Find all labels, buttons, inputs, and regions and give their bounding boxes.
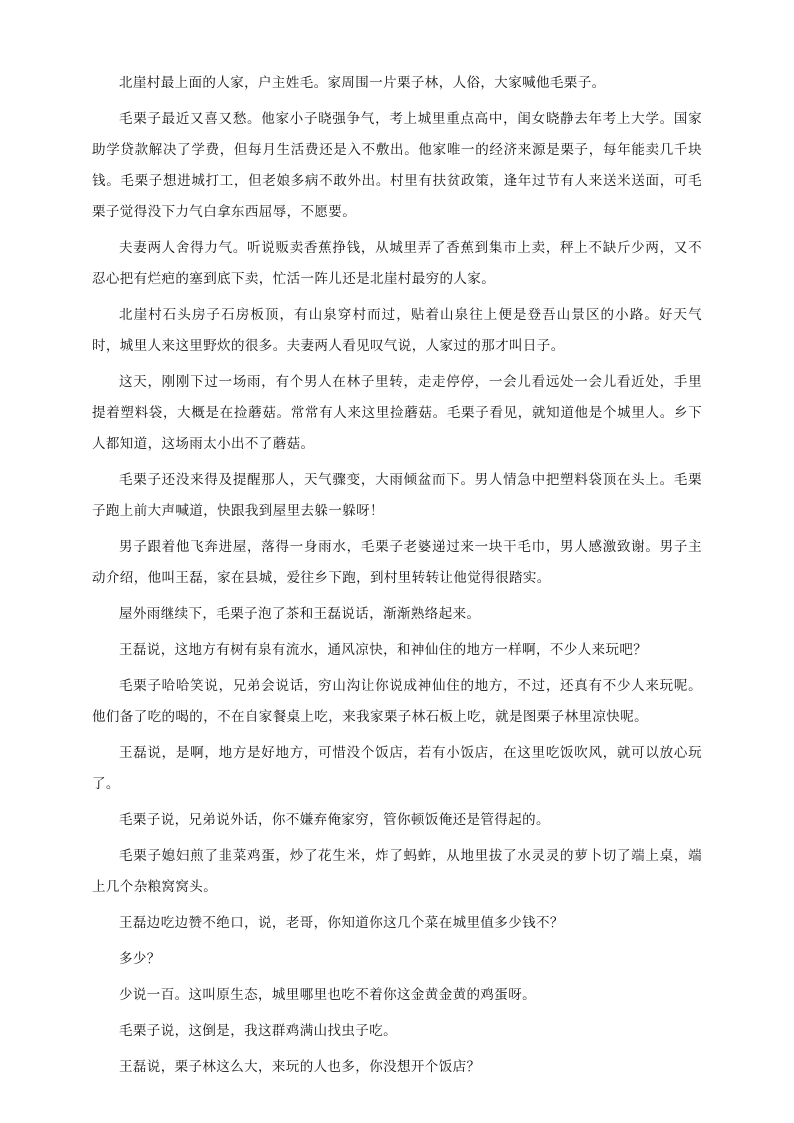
article-body [92, 68, 702, 1088]
paragraph: 毛栗子媳妇煎了韭菜鸡蛋，炒了花生米，炸了蚂蚱，从地里拔了水灵灵的萝卜切了端上桌，端上几个杂粮窝窝头。 [92, 848, 702, 895]
paragraph: 这天，刚刚下过一场雨，有个男人在林子里转，走走停停，一会儿看远处一会儿看近处，手里提着塑料袋，大概是在捡蘑菇。常常有人来这里捡蘑菇。毛栗子看见，就知道他是个城里人。乡下人都知道，这场雨太小出不了蘑菇。 [92, 374, 702, 452]
paragraph: 王磊说，栗子林这么大，来玩的人也多，你没想开个饭店？ [119, 1059, 481, 1075]
paragraph: 毛栗子最近又喜又愁。他家小子晓强争气，考上城里重点高中，闺女晓静去年考上大学。国家助学贷款解决了学费，但每月生活费还是入不敷出。他家唯一的经济来源是栗子，每年能卖几千块钱。毛栗子想进城打工，但老娘多病不敢外出。村里有扶贫政策，逢年过节有人来送米送面，可毛栗子觉得没下力气白拿东西屈辱，不愿要。 [92, 111, 702, 220]
paragraph: 多少？ [119, 951, 161, 967]
paragraph: 少说一百。这叫原生态，城里哪里也吃不着你这金黄金黄的鸡蛋呀。 [119, 987, 536, 1003]
paragraph: 毛栗子还没来得及提醒那人，天气骤变，大雨倾盆而下。男人情急中把塑料袋顶在头上。毛栗子跑上前大声喊道，快跟我到屋里去躲一躲呀！ [92, 472, 702, 519]
paragraph: 北崖村最上面的人家，户主姓毛。家周围一片栗子林，人俗，大家喊他毛栗子。 [119, 75, 606, 91]
paragraph: 毛栗子哈哈笑说，兄弟会说话，穷山沟让你说成神仙住的地方，不过，还真有不少人来玩呢。他们备了吃的喝的，不在自家餐桌上吃，来我家栗子林石板上吃，就是图栗子林里凉快呢。 [92, 678, 702, 725]
paragraph: 王磊说，这地方有树有泉有流水，通风凉快，和神仙住的地方一样啊，不少人来玩吧？ [119, 642, 648, 658]
paragraph: 毛栗子说，这倒是，我这群鸡满山找虫子吃。 [119, 1023, 397, 1039]
paragraph: 屋外雨继续下，毛栗子泡了茶和王磊说话，渐渐熟络起来。 [119, 606, 481, 622]
paragraph: 北崖村石头房子石房板顶，有山泉穿村而过，贴着山泉往上便是登吾山景区的小路。好天气时，城里人来这里野炊的很多。夫妻两人看见叹气说，人家过的那才叫日子。 [92, 307, 702, 354]
paragraph: 夫妻两人舍得力气。听说贩卖香蕉挣钱，从城里弄了香蕉到集市上卖，秤上不缺斤少两，又不忍心把有烂疤的塞到底下卖，忙活一阵儿还是北崖村最穷的人家。 [92, 240, 702, 287]
paragraph: 毛栗子说，兄弟说外话，你不嫌弃俺家穷，管你顿饭俺还是管得起的。 [119, 812, 550, 828]
paragraph: 王磊边吃边赞不绝口，说，老哥，你知道你这几个菜在城里值多少钱不？ [119, 915, 564, 931]
paragraph: 王磊说，是啊，地方是好地方，可惜没个饭店，若有小饭店，在这里吃饭吹风，就可以放心玩了。 [92, 745, 702, 792]
paragraph: 男子跟着他飞奔进屋，落得一身雨水，毛栗子老婆递过来一块干毛巾，男人感激致谢。男子主动介绍，他叫王磊，家在县城，爱往乡下跑，到村里转转让他觉得很踏实。 [92, 539, 702, 586]
